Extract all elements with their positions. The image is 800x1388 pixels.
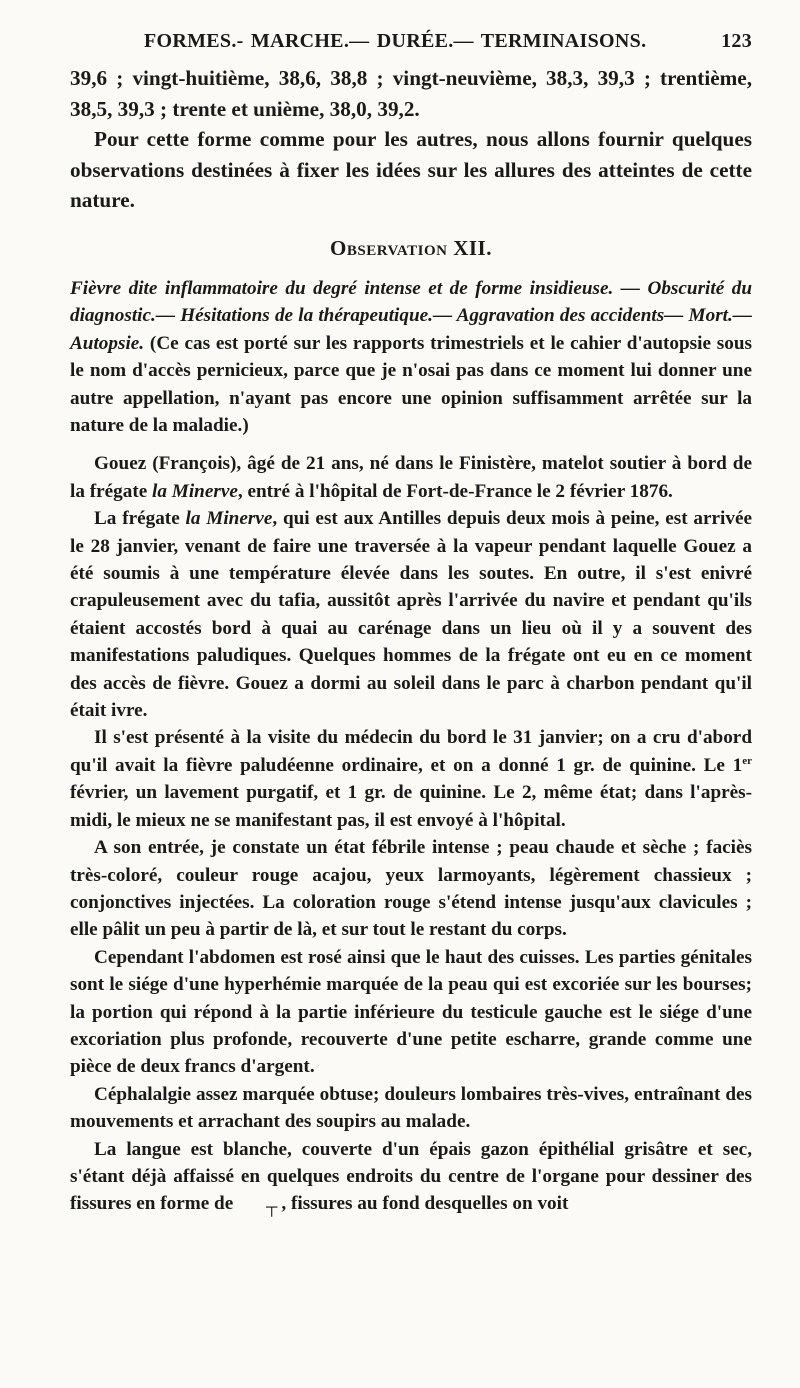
- paragraph-tongue: [70, 1136, 752, 1218]
- paragraph-visit: [70, 724, 752, 834]
- superscript: er: [742, 754, 752, 767]
- observation-heading: [70, 275, 752, 439]
- fissure-symbol: ┬: [262, 1199, 282, 1217]
- paragraph-cephalalgia: Céphalalgie assez marquée obtuse; douleurs lombaires très-vives, entraînant des mouvements et arrachant des soupirs au malade.: [70, 1083, 752, 1133]
- paragraph-abdomen: Cependant l'abdomen est rosé ainsi que le haut des cuisses. Les parties génitales sont le siége d'une hyperhémie marquée de la peau qui est excoriée sur les bourses; la portion qui répond à la partie inférieure du testicule gauche est le siége d'une excoriation plus profonde, recouverte d'une petite escharre, grande comme une pièce de deux francs d'argent.: [70, 946, 752, 1078]
- paragraph-admission: A son entrée, je constate un état fébrile intense ; peau chaude et sèche ; faciès très-coloré, couleur rouge acajou, yeux larmoyants, légèrement chassieux ; conjonctives injectées. La coloration rouge s'étend intense jusqu'aux clavicules ; elle pâlit un peu à partir de là, et sur tout le restant du corps.: [70, 837, 752, 941]
- paragraph-temperatures: 39,6 ; vingt-huitième, 38,6, 38,8 ; vingt-neuvième, 38,3, 39,3 ; trentième, 38,5, 39,3 ; trente et unième, 38,0, 39,2.: [70, 66, 752, 121]
- observation-heading-italic: Fièvre dite inflammatoire du degré intense et de forme insidieuse. — Obscurité du diagnostic.— Hésitations de la thérapeutique.— Aggravation des accidents— Mort.— Autopsie.: [70, 277, 752, 354]
- text-run: La frégate: [94, 508, 186, 530]
- text-run: Il s'est présenté à la visite du médecin du bord le 31 janvier; on a cru d'abord qu'il avait la fièvre paludéenne ordinaire, et on a donné 1 gr. de quinine. Le 1: [70, 727, 752, 776]
- running-head: [70, 30, 752, 53]
- lead-text: [70, 63, 752, 216]
- text-run: Gouez (François), âgé de 21 ans, né dans le Finistère, matelot soutier à bord de la frégate: [70, 453, 752, 502]
- ship-name: la Minerve: [152, 480, 238, 502]
- ship-name: la Minerve: [185, 508, 273, 530]
- paragraph-patient: [70, 450, 752, 505]
- text-run: février, un lavement purgatif, et 1 gr. de quinine. Le 2, même état; dans l'après-midi, le mieux ne se manifestant pas, il est envoyé à l'hôpital.: [70, 782, 752, 831]
- text-run: La langue est blanche, couverte d'un épais gazon épithélial grisâtre et sec, s'étant déjà affaissé en quelques endroits du centre de l'organe pour dessiner des fissures en forme de: [70, 1138, 752, 1215]
- observation-title: Observation XII.: [330, 235, 492, 260]
- paragraph-intro: Pour cette forme comme pour les autres, nous allons fournir quelques observations destinées à fixer les idées sur les allures des atteintes de cette nature.: [70, 127, 752, 213]
- page-number: 123: [721, 30, 752, 52]
- running-head-title: FORMES.- MARCHE.— DURÉE.— TERMINAISONS.: [144, 30, 647, 52]
- text-run: , fissures au fond desquelles on voit: [281, 1193, 569, 1215]
- observation-body: [70, 275, 752, 1218]
- text-run: , entré à l'hôpital de Fort-de-France le 2 février 1876.: [237, 480, 673, 502]
- paragraph-frigate: [70, 505, 752, 724]
- text-run: , qui est aux Antilles depuis deux mois à peine, est arrivée le 28 janvier, venant de faire une traversée à la vapeur pendant laquelle Gouez a été soumis à une température élevée dans les soutes. En outre, il s'est enivré crapuleusement avec du tafia, aussitôt après l'arrivée du navire et pendant qu'ils étaient accostés bord à quai au carénage dans un lieu où il y a souvent des manifestations paludiques. Quelques hommes de la frégate ont eu en ce moment des accès de fièvre. Gouez a dormi au soleil dans le parc à charbon pendant qu'il était ivre.: [70, 508, 752, 722]
- observation-heading-note: (Ce cas est porté sur les rapports trimestriels et le cahier d'autopsie sous le nom d'accès pernicieux, parce que je n'osai pas dans ce moment lui donner une autre appellation, n'ayant pas encore une opinion suffisamment arrêtée sur la nature de la maladie.): [70, 332, 752, 436]
